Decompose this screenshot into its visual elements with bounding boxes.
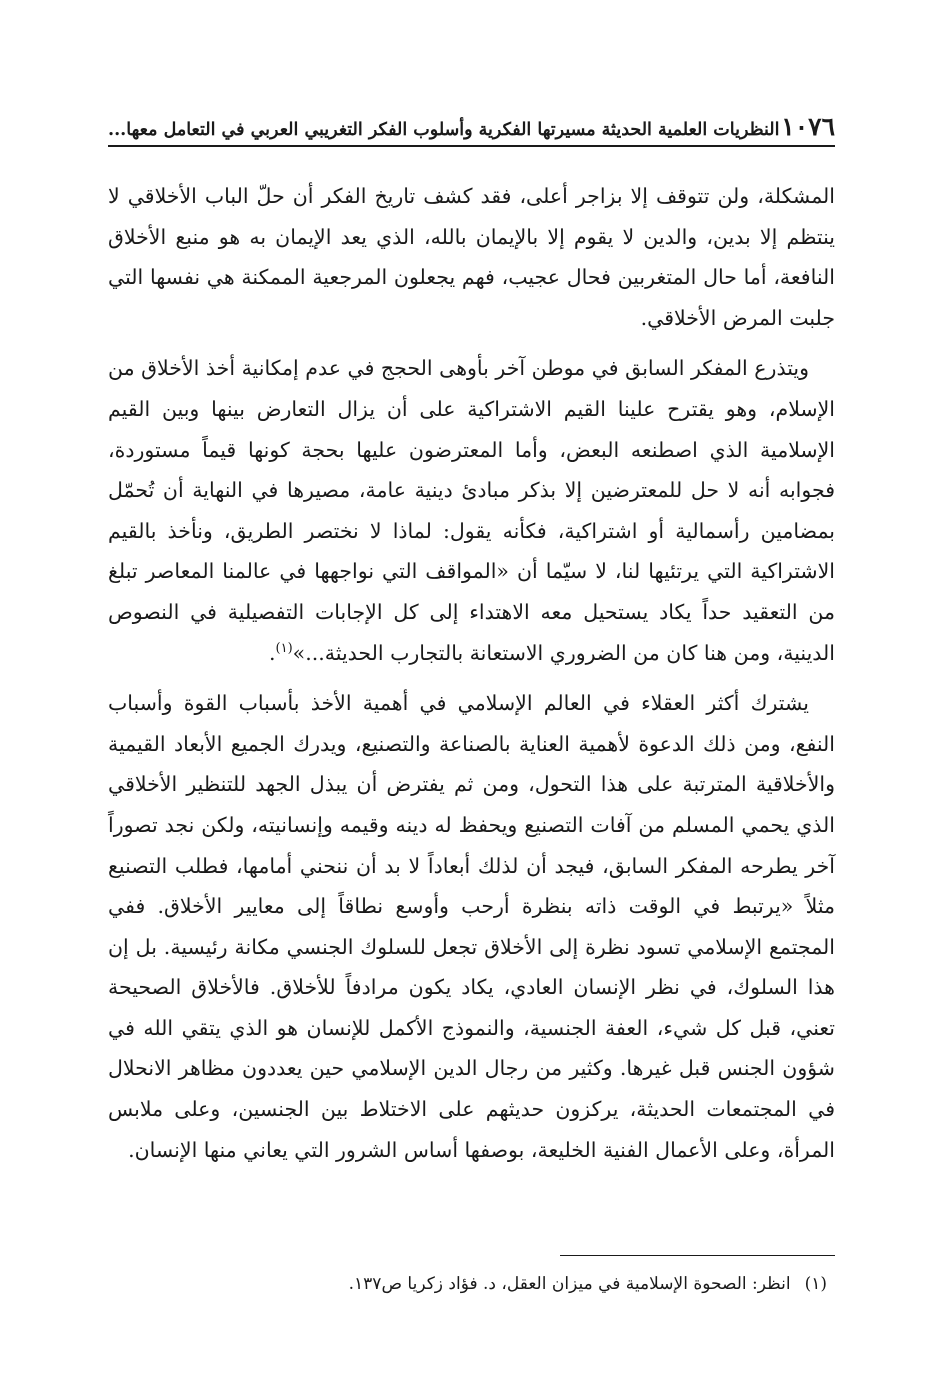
running-header xyxy=(108,112,835,142)
paragraph-2 xyxy=(108,348,835,673)
paragraph-2-end: . xyxy=(269,640,276,665)
page-number: ١٠٧٦ xyxy=(781,112,835,141)
header-rule xyxy=(108,145,835,147)
paragraph-1-text: المشكلة، ولن تتوقف إلا بزاجر أعلى، فقد كشف تاريخ الفكر أن حلّ الباب الأخلاقي لا ينتظم إلا بدين، والدين لا يقوم إلا بالإيمان بالله، الذي يعد الإيمان به هو منبع الأخلاق النافعة، أما حال المتغربين فحال عجيب، فهم يجعلون المرجعية الممكنة هي نفسها التي جلبت المرض الأخلاقي. xyxy=(108,184,835,330)
paragraph-3 xyxy=(108,683,835,1170)
paragraph-2-text: ويتذرع المفكر السابق في موطن آخر بأوهى الحجج في عدم إمكانية أخذ الأخلاق من الإسلام، وهو يقترح علينا القيم الاشتراكية على أن يزال التعارض بينها وبين القيم الإسلامية الذي اصطنعه البعض، وأما المعترضون عليها بحجة كونها قيماً مستوردة، فجوابه أنه لا حل للمعترضين إلا بذكر مبادئ دينية عامة، مصيرها في النهاية أن تُحمّل بمضامين رأسمالية أو اشتراكية، فكأنه يقول: لماذا لا نختصر الطريق، ونأخذ بالقيم الاشتراكية التي يرتئيها لنا، لا سيّما أن «المواقف التي نواجهها في عالمنا المعاصر تبلغ من التعقيد حداً يكاد يستحيل معه الاهتداء إلى كل الإجابات التفصيلية في النصوص الدينية، ومن هنا كان من الضروري الاستعانة بالتجارب الحديثة...» xyxy=(108,356,835,665)
footnote-reference[interactable]: (١) xyxy=(275,640,293,656)
paragraph-3-text: يشترك أكثر العقلاء في العالم الإسلامي في أهمية الأخذ بأسباب القوة وأسباب النفع، ومن ذلك الدعوة لأهمية العناية بالصناعة والتصنيع، ويدرك الجميع الأبعاد القيمية والأخلاقية المترتبة على هذا التحول، ومن ثم يفترض أن يبذل الجهد للتنظير الأخلاقي الذي يحمي المسلم من آفات التصنيع ويحفظ له دينه وقيمه وإنسانيته، ولكن نجد تصوراً آخر يطرحه المفكر السابق، فيجد أن لذلك أبعاداً لا بد أن ننحني أمامها، فطلب التصنيع مثلاً «يرتبط في الوقت ذاته بنظرة أرحب وأوسع نطاقاً إلى معايير الأخلاق. ففي المجتمع الإسلامي تسود نظرة إلى الأخلاق تجعل للسلوك الجنسي مكانة رئيسية. بل إن هذا السلوك، في نظر الإنسان العادي، يكاد يكون مرادفاً للأخلاق. فالأخلاق الصحيحة تعني، قبل كل شيء، العفة الجنسية، والنموذج الأكمل للإنسان هو الذي يتقي الله في شؤون الجنس قبل غيرها. وكثير من رجال الدين الإسلامي حين يعددون مظاهر الانحلال في المجتمعات الحديثة، يركزون حديثهم على الاختلاط بين الجنسين، وعلى ملابس المرأة، وعلى الأعمال الفنية الخليعة، بوصفها أساس الشرور التي يعاني منها الإنسان. xyxy=(108,691,835,1162)
footnote-rule xyxy=(560,1255,835,1256)
body-text xyxy=(108,176,835,1180)
running-title: النظريات العلمية الحديثة مسيرتها الفكرية وأسلوب الفكر التغريبي العربي في التعامل معها... xyxy=(108,120,780,140)
footnote-text: انظر: الصحوة الإسلامية في ميزان العقل، د. فؤاد زكريا ص١٣٧. xyxy=(348,1274,791,1294)
footnote-marker: (١) xyxy=(804,1274,827,1294)
paragraph-1 xyxy=(108,176,835,338)
footnote xyxy=(108,1266,827,1302)
